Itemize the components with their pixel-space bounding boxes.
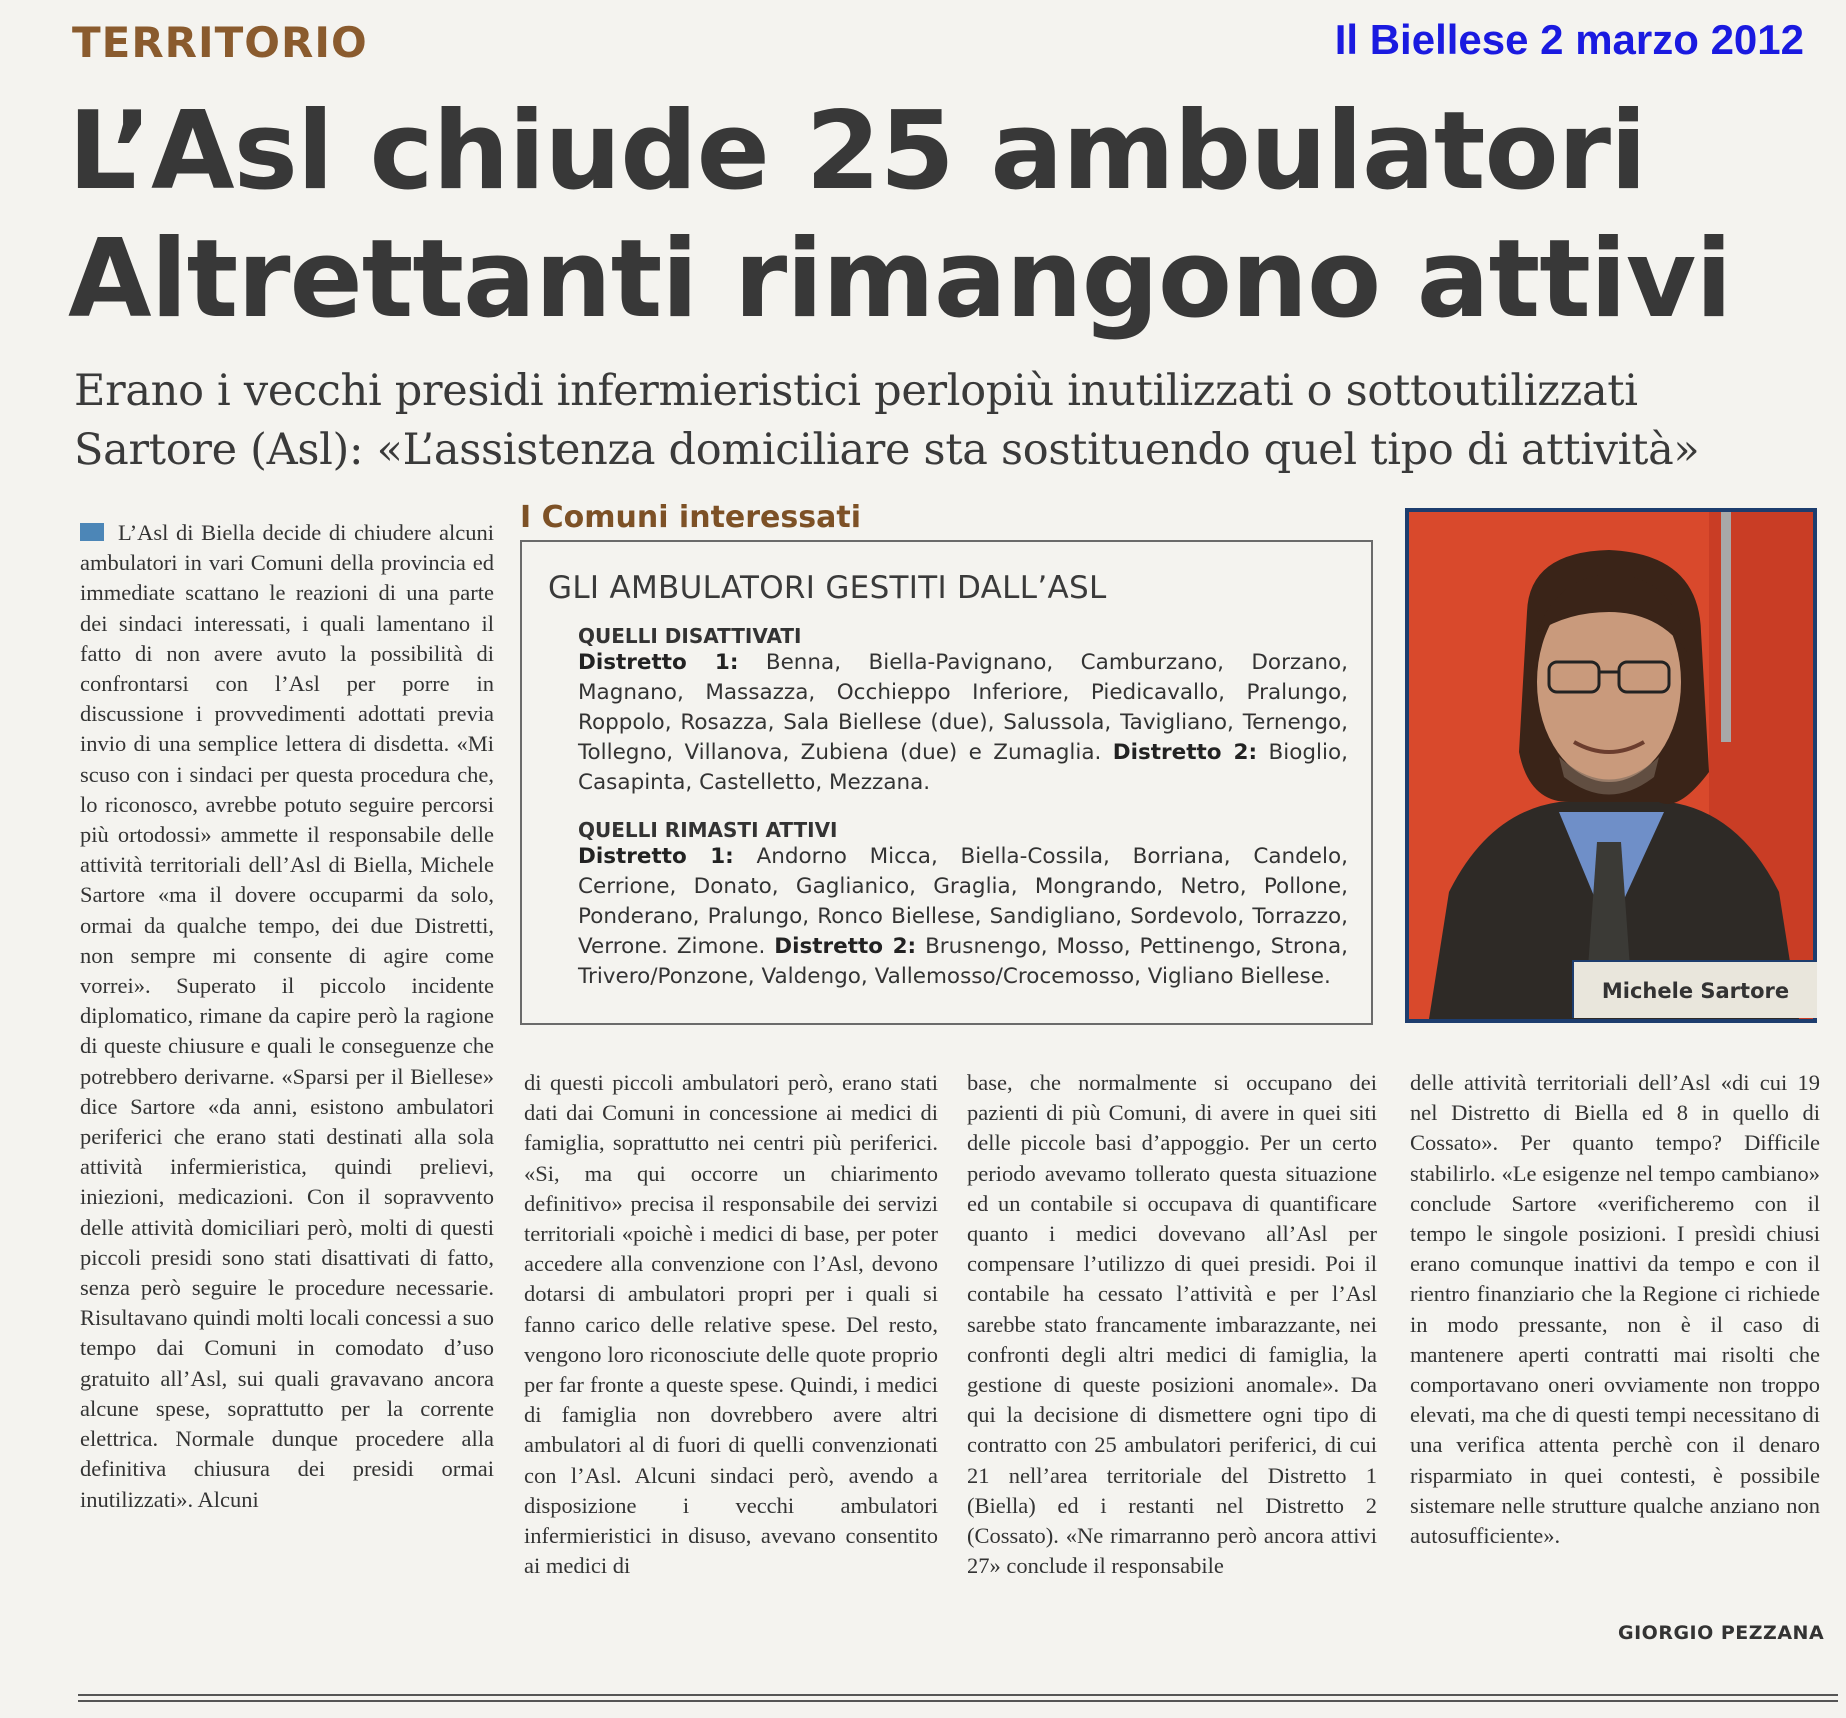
article-column-2: di questi piccoli ambulatori però, erano stati dati dai Comuni in concessione ai medici di famiglia, soprattutto nei centri più periferici. «Si, ma qui occorre un chiarimento definitivo» precisa il responsabile dei servizi territoriali «poichè i medici di base, per poter accedere alla convenzione con l’Asl, devono dotarsi di ambulatori propri per i quali si fanno carico delle relative spese. Del resto, vengono loro riconosciute delle quote proprio per far fronte a queste spese. Quindi, i medici di famiglia non dovrebbero avere altri ambulatori al di fuori di quelli convenzionati con l’Asl. Alcuni sindaci però, avendo a disposizione i vecchi ambulatori infermieristici in disuso, avevano consentito ai medici di [524, 1070, 938, 1579]
attivi-distretto-2-text: Brusnengo, Mosso, Pettinengo, Strona, Trivero/Ponzone, Valdengo, Vallemosso/Crocemosso, Vigliano Biellese. [578, 934, 1348, 989]
article-text-col1: L’Asl di Biella decide di chiudere alcuni ambulatori in vari Comuni della provincia ed immediate scattano le reazioni di una parte dei sindaci interessati, i quali lamentano il fatto di non avere avuto la possibilità di confrontarsi con l’Asl per porre in discussione i provvedimenti adottati previa invio di una semplice lettera di disdetta. «Mi scuso con i sindaci per questa procedura che, lo riconosco, avrebbe potuto seguire percorsi più ortodossi» ammette il responsabile delle attività territoriali dell’Asl di Biella, Michele Sartore «ma il dovere occuparmi da solo, ormai da qualche tempo, dei due Distretti, non sempre mi consente di agire come vorrei». Superato il piccolo incidente diplomatico, rimane da capire però la ragione di queste chiusure e quali le conseguenze che potrebbero derivarne. «Sparsi per il Biellese» dice Sartore «da anni, esistono ambulatori periferici che erano stati destinati alla sola attività infermieristica, quindi prelievi, iniezioni, medicazioni. Con il sopravvento delle attività domiciliari però, molti di questi piccoli presidi sono stati disattivati di fatto, senza però seguire le procedure necessarie. Risultavano quindi molti locali concessi a suo tempo dai Comuni in comodato d’uso gratuito all’Asl, sui quali gravavano ancora alcune spese, soprattutto per la corrente elettrica. Normale dunque procedere alla definitiva chiusura dei presidi ormai inutilizzati». Alcuni [80, 520, 494, 1512]
article-column-3: base, che normalmente si occupano dei pazienti di più Comuni, di avere in quei siti delle piccole basi d’appoggio. Per un certo periodo avevamo tollerato questa situazione ed un contabile si occupava di quantificare quanto i medici dovevano all’Asl per compensare l’utilizzo di quei presidi. Poi il contabile ha cessato l’attività e per l’Asl sarebbe stato francamente imbarazzante, nei confronti degli altri medici di famiglia, la gestione di queste posizioni anomale». Da qui la decisione di dismettere ogni tipo di contratto con 25 ambulatori periferici, di cui 21 nell’area territoriale del Distretto 1 (Biella) ed i restanti nel Distretto 2 (Cossato). «Ne rimarranno però ancora attivi 27» conclude il responsabile [967, 1070, 1377, 1579]
article-column-1 [80, 518, 494, 1658]
attivi-distretto-1-label: Distretto 1: [578, 844, 734, 869]
disattivati-list [578, 648, 1348, 798]
sidebar-title: GLI AMBULATORI GESTITI DALL’ASL [548, 570, 1107, 606]
bullet-square-icon [80, 523, 104, 541]
attivi-distretto-1-text: Andorno Micca, Biella-Cossila, Borriana, Candelo, Cerrione, Donato, Gaglianico, Graglia, Mongrando, Netro, Pollone, Ponderano, Pralungo, Ronco Biellese, Sandigliano, Sordevolo, Torrazzo, Verrone. Zimone. [578, 844, 1348, 959]
subheadline-line-2: Sartore (Asl): «L’assistenza domiciliare sta sostituendo quel tipo di attività» [74, 425, 1700, 475]
portrait-photo [1405, 508, 1817, 1023]
headline-line-2: Altrettanti rimangono attivi [68, 217, 1732, 342]
headline-line-1: L’Asl chiude 25 ambulatori [68, 89, 1646, 214]
portrait-illustration [1409, 512, 1813, 1019]
byline: GIORGIO PEZZANA [1618, 1622, 1825, 1644]
attivi-list [578, 842, 1348, 992]
article-column-4: delle attività territoriali dell’Asl «di cui 19 nel Distretto di Biella ed 8 in quello di Cossato». Per quanto tempo? Difficile stabilirlo. «Le esigenze nel tempo cambiano» conclude Sartore «verificheremo con il tempo le singole posizioni. I presìdi chiusi erano comunque inattivi da tempo e con il rientro finanziario che la Regione ci richiede in modo pressante, non è il caso di mantenere aperti contratti mai risolti che comportavano oneri ovviamente non troppo elevati, ma che di questi tempi necessitano di una verifica attenta perchè con il denaro risparmiato in quei contesti, è possibile sistemare nelle strutture qualche anziano non autosufficiente». [1410, 1070, 1820, 1549]
subheadline [74, 362, 1804, 480]
subheadline-line-1: Erano i vecchi presidi infermieristici perlopiù inutilizzati o sottoutilizzati [74, 366, 1638, 416]
disattivati-distretto-1-label: Distretto 1: [578, 650, 739, 675]
section-tag: TERRITORIO [72, 18, 368, 67]
disattivati-distretto-2-label: Distretto 2: [1112, 740, 1258, 765]
disattivati-distretto-1-text: Benna, Biella-Pavignano, Camburzano, Dorzano, Magnano, Massazza, Occhieppo Inferiore, Piedicavallo, Pralungo, Roppolo, Rosazza, Sala Biellese (due), Salussola, Tavigliano, Ternengo, Tollegno, Villanova, Zubiena (due) e Zumaglia. [578, 650, 1348, 765]
sidebar-box [520, 540, 1373, 1025]
sidebar-label: I Comuni interessati [520, 500, 861, 535]
bottom-rule-secondary [78, 1700, 1838, 1702]
attivi-heading: QUELLI RIMASTI ATTIVI [578, 818, 838, 842]
publication-source: Il Biellese 2 marzo 2012 [1334, 16, 1804, 63]
attivi-distretto-2-label: Distretto 2: [774, 934, 917, 959]
photo-caption: Michele Sartore [1572, 960, 1817, 1018]
disattivati-heading: QUELLI DISATTIVATI [578, 624, 802, 648]
headline [68, 88, 1808, 344]
bottom-rule [78, 1694, 1838, 1696]
disattivati-distretto-2-text: Bioglio, Casapinta, Castelletto, Mezzana. [578, 740, 1348, 795]
